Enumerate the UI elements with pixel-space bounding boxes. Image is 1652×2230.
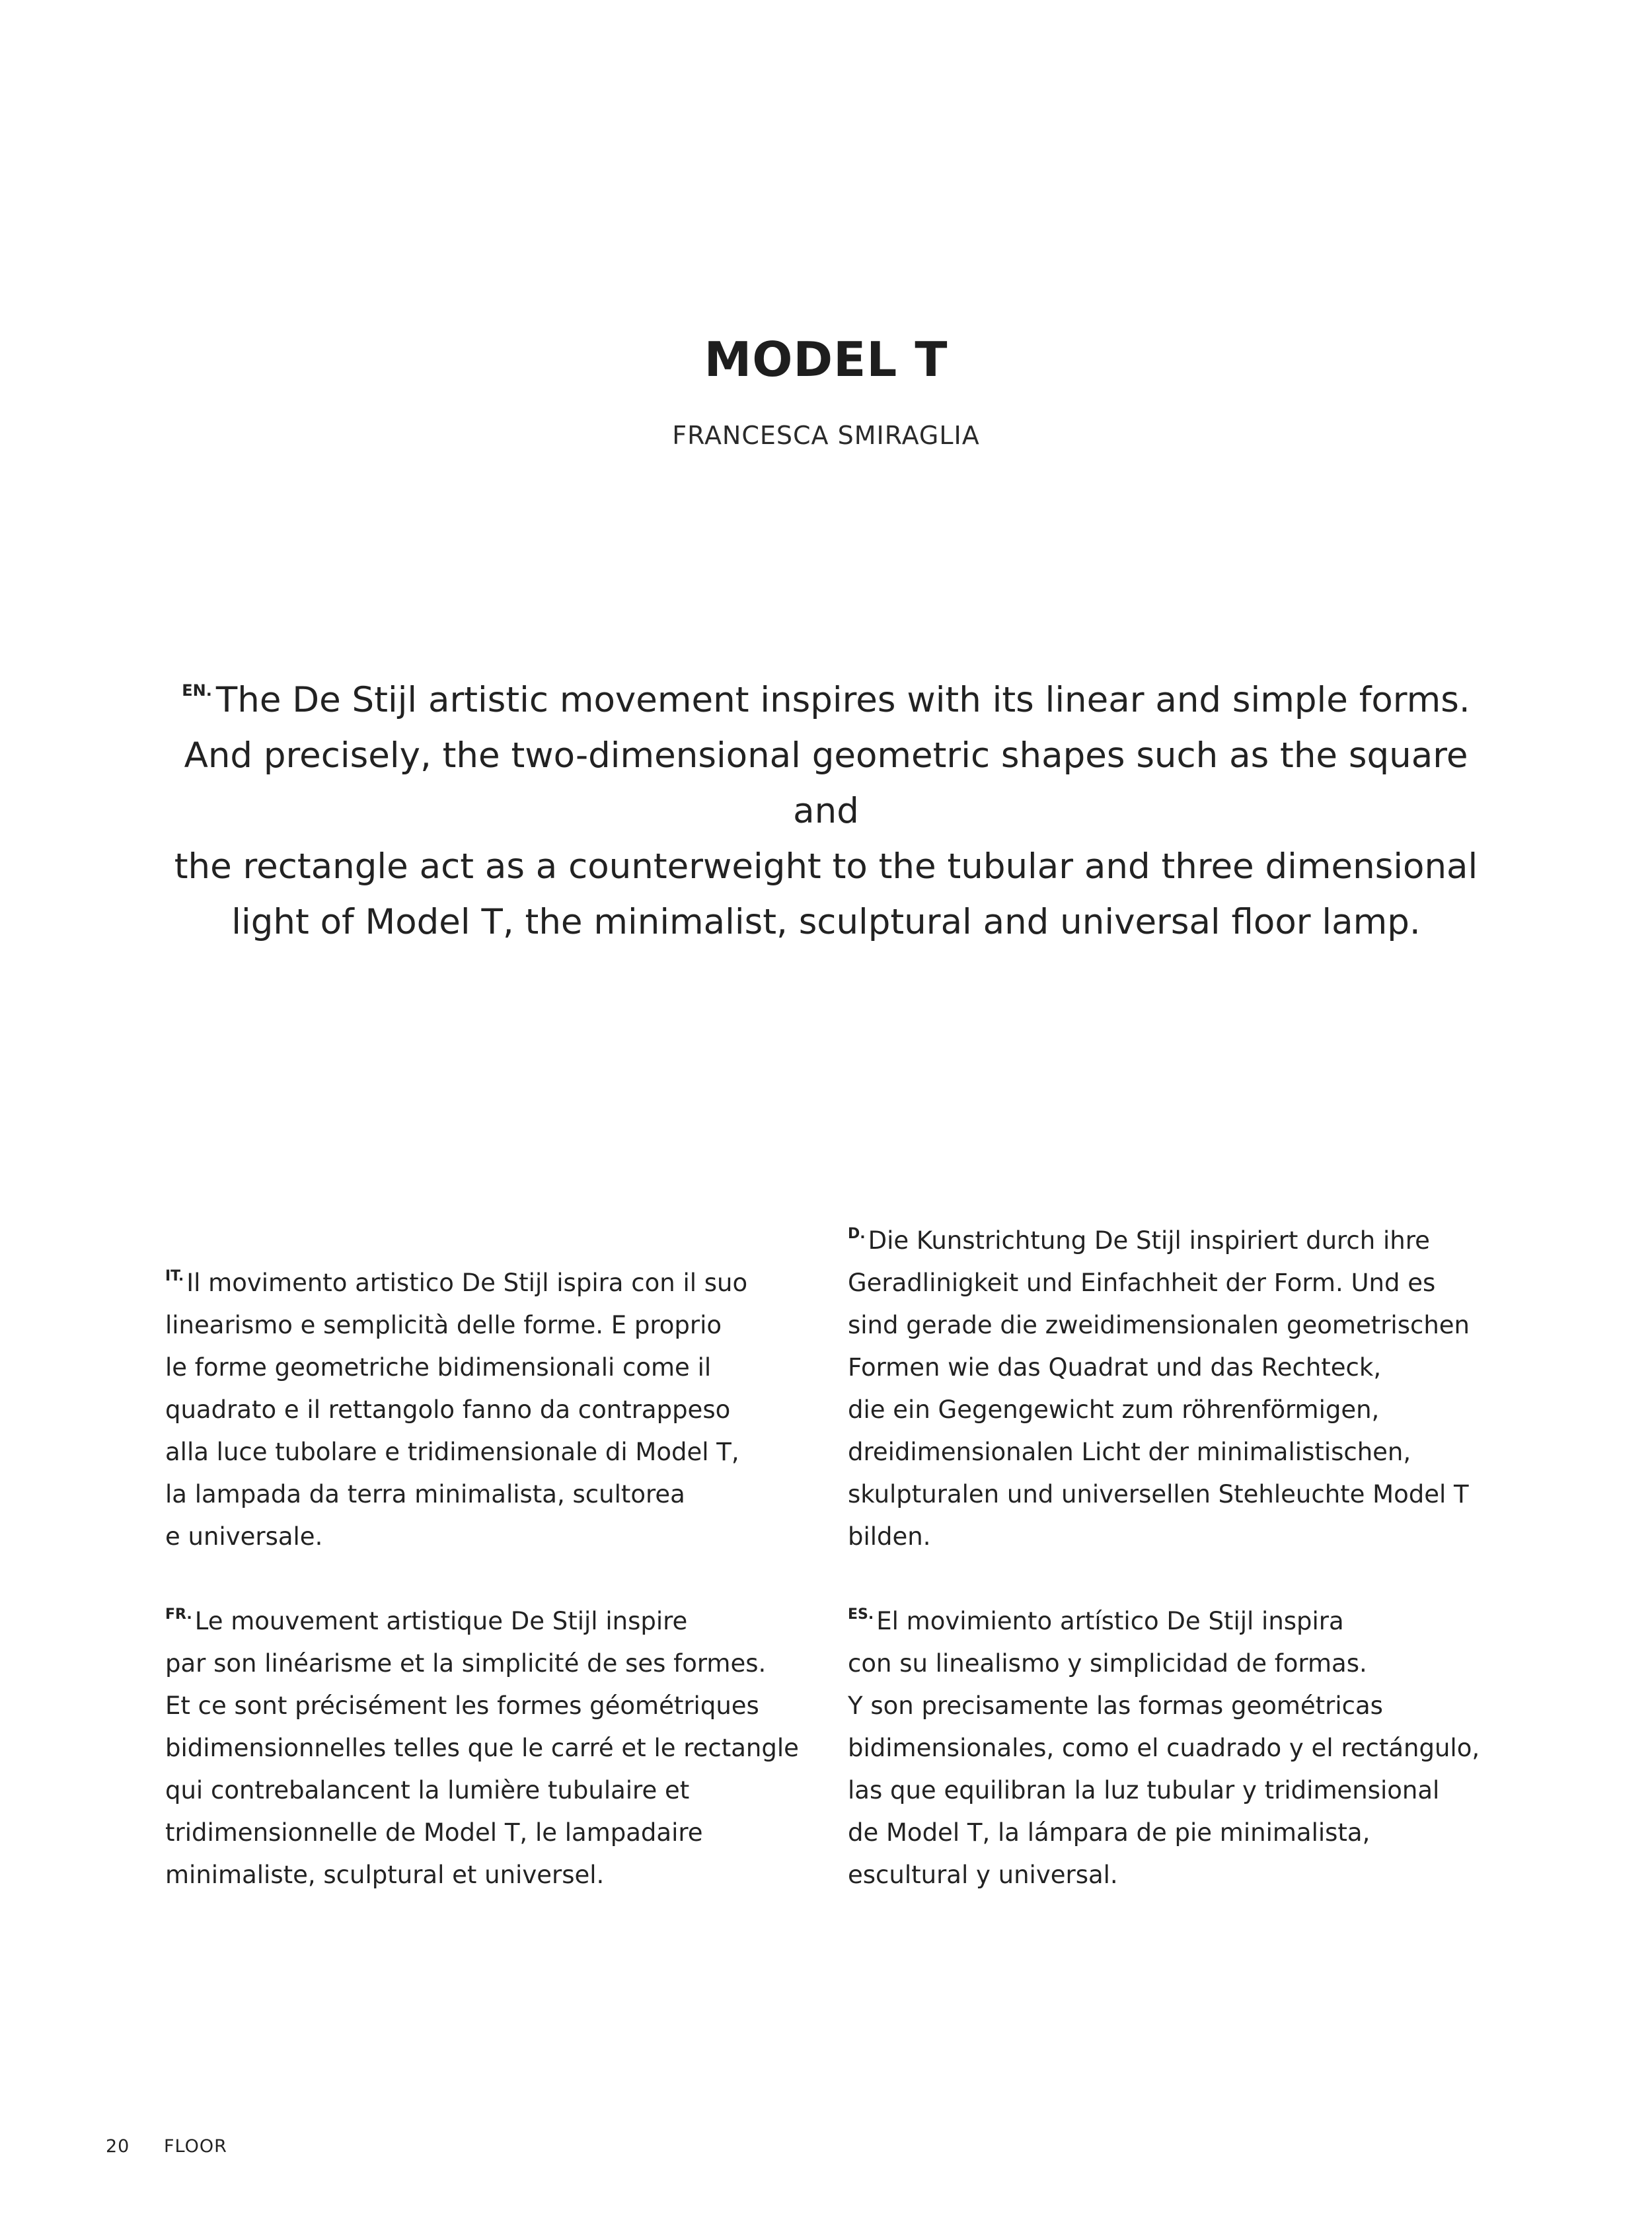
description-text-es: El movimiento artístico De Stijl inspira con su linealismo y simplicidad de formas. Y son precisamente las formas geométricas bidimensionales, como el cuadrado y el rectángulo, las que equilibran la luz tubular y tridimensional de Model T, la lámpara de pie minimalista, escultural y universal. — [848, 1607, 1480, 1889]
description-french — [165, 1600, 826, 1896]
page-number: 20 — [106, 2136, 130, 2157]
section-label: FLOOR — [164, 2136, 227, 2157]
page-title: MODEL T — [704, 332, 948, 387]
lang-tag-de: D. — [848, 1226, 866, 1242]
description-text-fr: Le mouvement artistique De Stijl inspire par son linéarisme et la simplicité de ses formes. Et ce sont précisément les formes géométriques bidimensionnelles telles que le carré et le rectangle qui contrebalancent la lumière tubulaire et tridimensionnelle de Model T, le lampadaire minimaliste, sculptural et universel. — [165, 1607, 799, 1889]
description-spanish — [848, 1600, 1509, 1896]
intro-text: The De Stijl artistic movement inspires with its linear and simple forms. And precisely, the two-dimensional geometric shapes such as the square and the rectangle act as a counterweight to the tubular and three dimensional light of Model T, the minimalist, sculptural and universal floor lamp. — [174, 680, 1478, 942]
description-german — [848, 1220, 1509, 1558]
designer-name: FRANCESCA SMIRAGLIA — [672, 421, 980, 450]
lang-tag-en: EN. — [182, 681, 212, 700]
description-italian — [165, 1262, 826, 1558]
lang-tag-es: ES. — [848, 1606, 874, 1623]
description-text-de: Die Kunstrichtung De Stijl inspiriert durch ihre Geradlinigkeit und Einfachheit der Form. Und es sind gerade die zweidimensionalen geometrischen Formen wie das Quadrat und das Rechteck, die ein Gegengewicht zum röhrenförmigen, dreidimensionalen Licht der minimalistischen, skulpturalen und universellen Stehleuchte Model T bilden. — [848, 1226, 1470, 1551]
lang-tag-it: IT. — [165, 1268, 184, 1284]
intro-english — [152, 673, 1500, 950]
description-text-it: Il movimento artistico De Stijl ispira con il suo linearismo e semplicità delle forme. E proprio le forme geometriche bidimensionali come il quadrato e il rettangolo fanno da contrappeso alla luce tubolare e tridimensionale di Model T, la lampada da terra minimalista, scultorea e universale. — [165, 1269, 748, 1551]
lang-tag-fr: FR. — [165, 1606, 192, 1623]
